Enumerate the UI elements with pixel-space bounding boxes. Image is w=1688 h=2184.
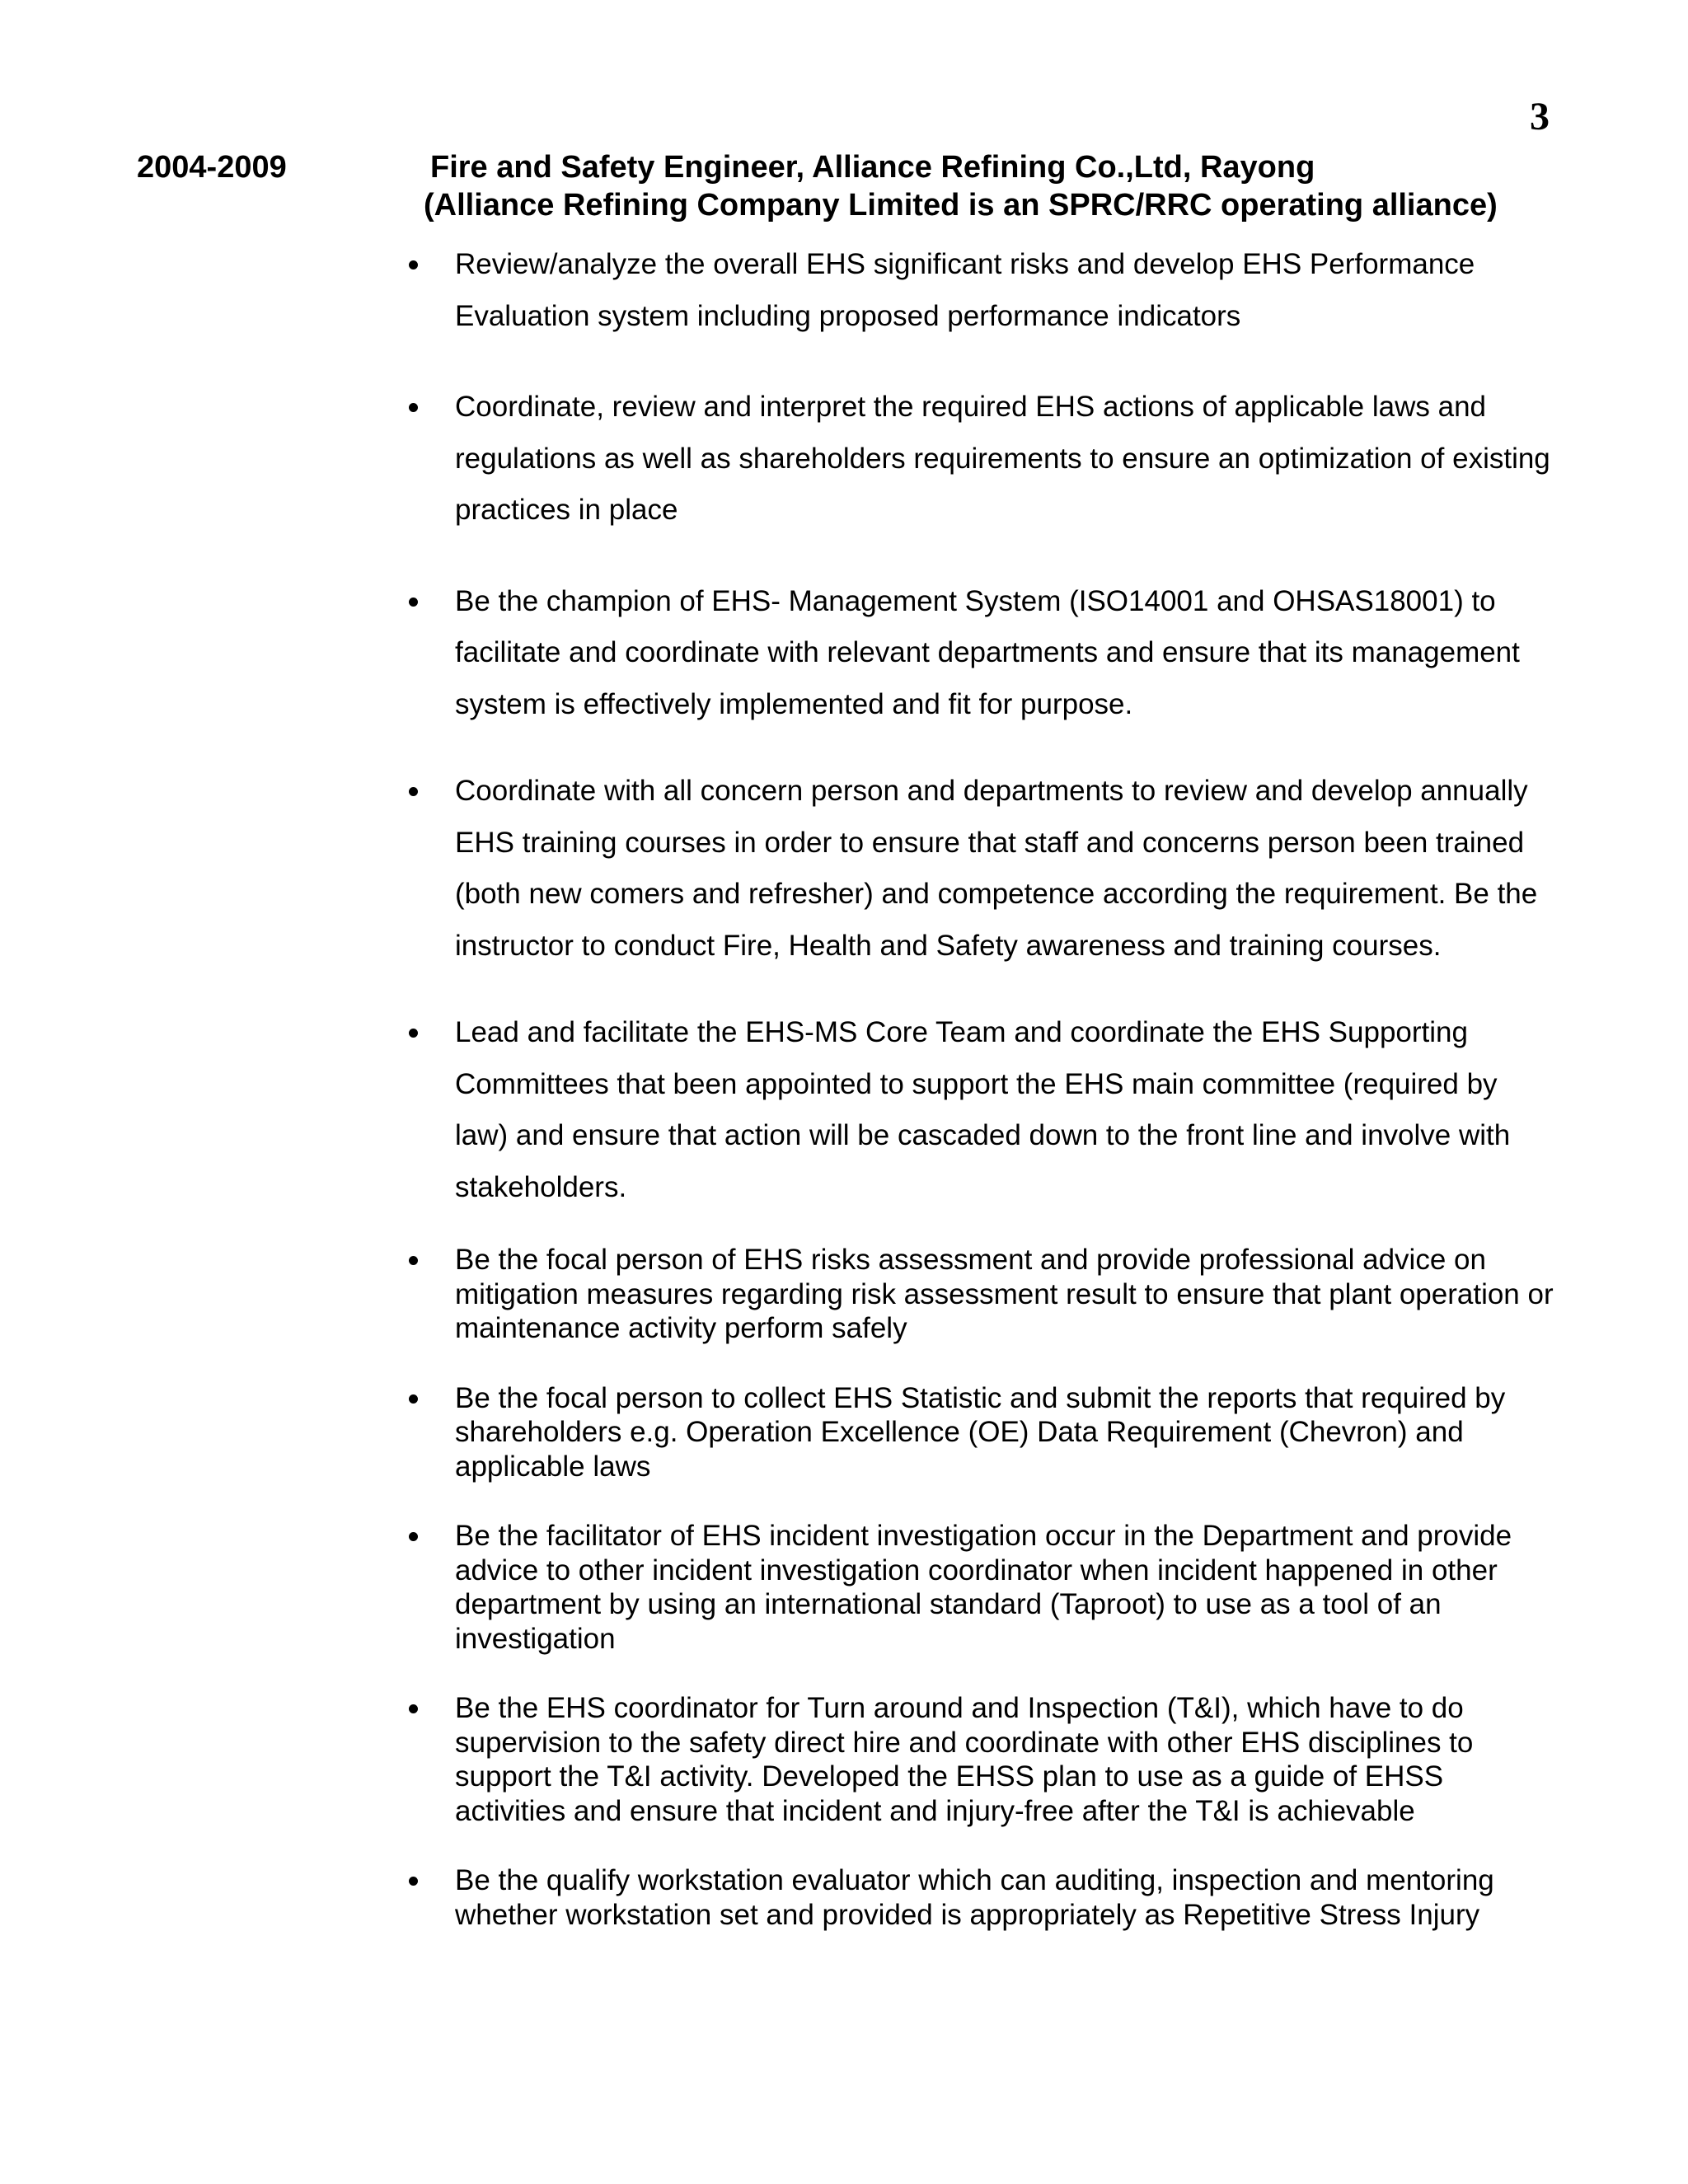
list-item [404, 382, 1558, 537]
duty-text: Lead and facilitate the EHS-MS Core Team and coordinate the EHS Supporting Committees that been appointed to support the EHS main committee (required by law) and ensure that action will be cascaded down to the front line and involve with stakeholders. [455, 1016, 1511, 1203]
employment-period: 2004-2009 [137, 150, 287, 185]
list-item [404, 1691, 1558, 1828]
list-item [404, 1863, 1558, 1932]
list-item [404, 1007, 1558, 1213]
duty-text: Be the focal person of EHS risks assessment and provide professional advice on mitigation measures regarding risk assessment result to ensure that plant operation or maintenance activity perform safely [455, 1244, 1554, 1344]
page-number: 3 [1530, 95, 1550, 138]
job-title-line-1: Fire and Safety Engineer, Alliance Refining Co.,Ltd, Rayong [430, 150, 1315, 185]
duties-list [404, 239, 1558, 1932]
duty-text: Be the facilitator of EHS incident investigation occur in the Department and provide advice to other incident investigation coordinator when incident happened in other department by using an international standard (Taproot) to use as a tool of an investigation [455, 1520, 1512, 1655]
duty-text: Review/analyze the overall EHS significant risks and develop EHS Performance Evaluation system including proposed performance indicators [455, 248, 1475, 332]
list-item [404, 1243, 1558, 1346]
job-title-line-2: (Alliance Refining Company Limited is an SPRC/RRC operating alliance) [424, 188, 1498, 223]
duty-text: Be the qualify workstation evaluator which can auditing, inspection and mentoring whether workstation set and provided is appropriately as Repetitive Stress Injury [455, 1864, 1494, 1931]
duty-text: Be the focal person to collect EHS Statistic and submit the reports that required by shareholders e.g. Operation Excellence (OE) Data Requirement (Chevron) and applicable laws [455, 1381, 1506, 1483]
job-title [424, 148, 1498, 224]
duty-text: Be the champion of EHS- Management System (ISO14001 and OHSAS18001) to facilitate and coordinate with relevant departments and ensure that its management system is effectively implemented and fit for purpose. [455, 584, 1520, 720]
duty-text: Coordinate with all concern person and departments to review and develop annually EHS training courses in order to ensure that staff and concerns person been trained (both new comers and refresher) and competence according the requirement. Be the instructor to conduct Fire, Health and Safety awareness and training courses. [455, 775, 1538, 962]
list-item [404, 239, 1558, 342]
list-item [404, 576, 1558, 731]
list-item [404, 1519, 1558, 1656]
duty-text: Coordinate, review and interpret the required EHS actions of applicable laws and regulations as well as shareholders requirements to ensure an optimization of existing practices in place [455, 391, 1550, 526]
list-item [404, 1381, 1558, 1484]
duty-text: Be the EHS coordinator for Turn around and Inspection (T&I), which have to do supervision to the safety direct hire and coordinate with other EHS disciplines to support the T&I activity. Developed the EHSS plan to use as a guide of EHSS activities and ensure that incident and injury-free after the T&I is achievable [455, 1692, 1474, 1827]
list-item [404, 766, 1558, 972]
